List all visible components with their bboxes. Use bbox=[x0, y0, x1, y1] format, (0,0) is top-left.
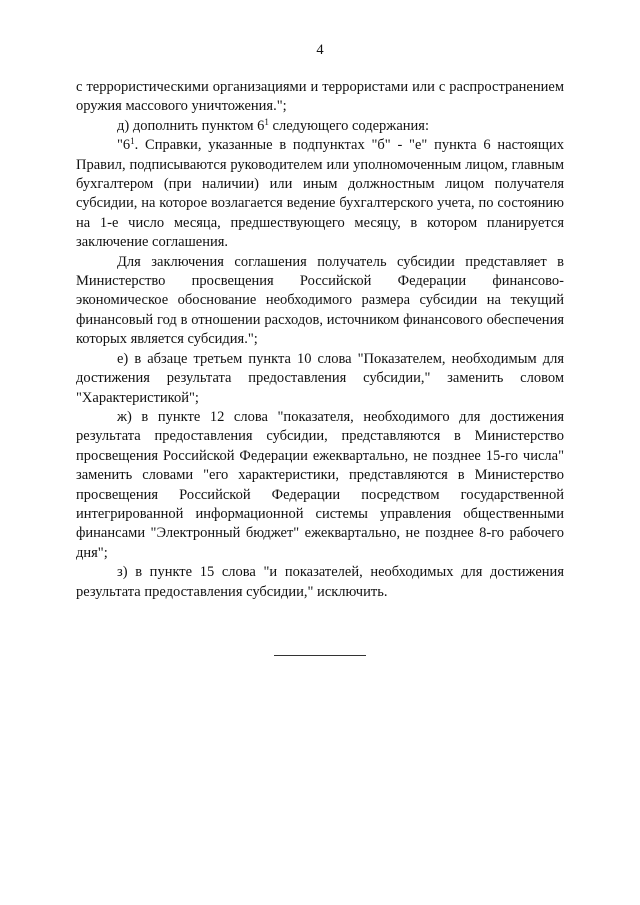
superscript: 1 bbox=[130, 136, 135, 147]
paragraph-clause-6-1: "$6^1$. Справки, указанные в подпунктах "б" - "е" пункта 6 настоящих Правил, подписываются руководителем или уполномоченным лицом, главным бухгалтером (при наличии) или иным должностным лицом получателя субсидии, на которое возлагается ведение бухгалтерского учета, по состоянию на 1-е число месяца, предшествующего месяцу, в котором планируется заключение соглашения. bbox=[76, 136, 564, 251]
document-body bbox=[76, 78, 564, 602]
superscript: 1 bbox=[264, 116, 269, 127]
paragraph-continuation: с террористическими организациями и террористами или с распространением оружия массового уничтожения."; bbox=[76, 79, 564, 115]
paragraph-item-zh: ж) в пункте 12 слова "показателя, необходимого для достижения результата предоставления субсидии, представляются в Министерство просвещения Российской Федерации ежеквартально, не позднее 15-го числа" заменить словами "его характеристики, представляются в Министерство просвещения Российской Федерации посредством государственной интегрированной информационной системы управления общественными финансами "Электронный бюджет" ежеквартально, не позднее 8-го рабочего дня"; bbox=[76, 408, 564, 561]
paragraph-item-z: з) в пункте 15 слова "и показателей, необходимых для достижения результата предоставления субсидии," исключить. bbox=[76, 564, 564, 600]
paragraph-item-e: е) в абзаце третьем пункта 10 слова "Показателем, необходимым для достижения результата предоставления субсидии," заменить словом "Характеристикой"; bbox=[76, 350, 564, 406]
paragraph-agreement: Для заключения соглашения получатель субсидии представляет в Министерство просвещения Российской Федерации финансово-экономическое обоснование необходимого размера субсидии на текущий финансовый год в отношении расходов, источником финансового обеспечения которых является субсидия."; bbox=[76, 253, 564, 348]
page-number: 4 bbox=[316, 42, 324, 58]
paragraph-item-d: д) дополнить пунктом $6^1$ следующего содержания: bbox=[117, 116, 429, 134]
end-divider bbox=[274, 655, 366, 656]
